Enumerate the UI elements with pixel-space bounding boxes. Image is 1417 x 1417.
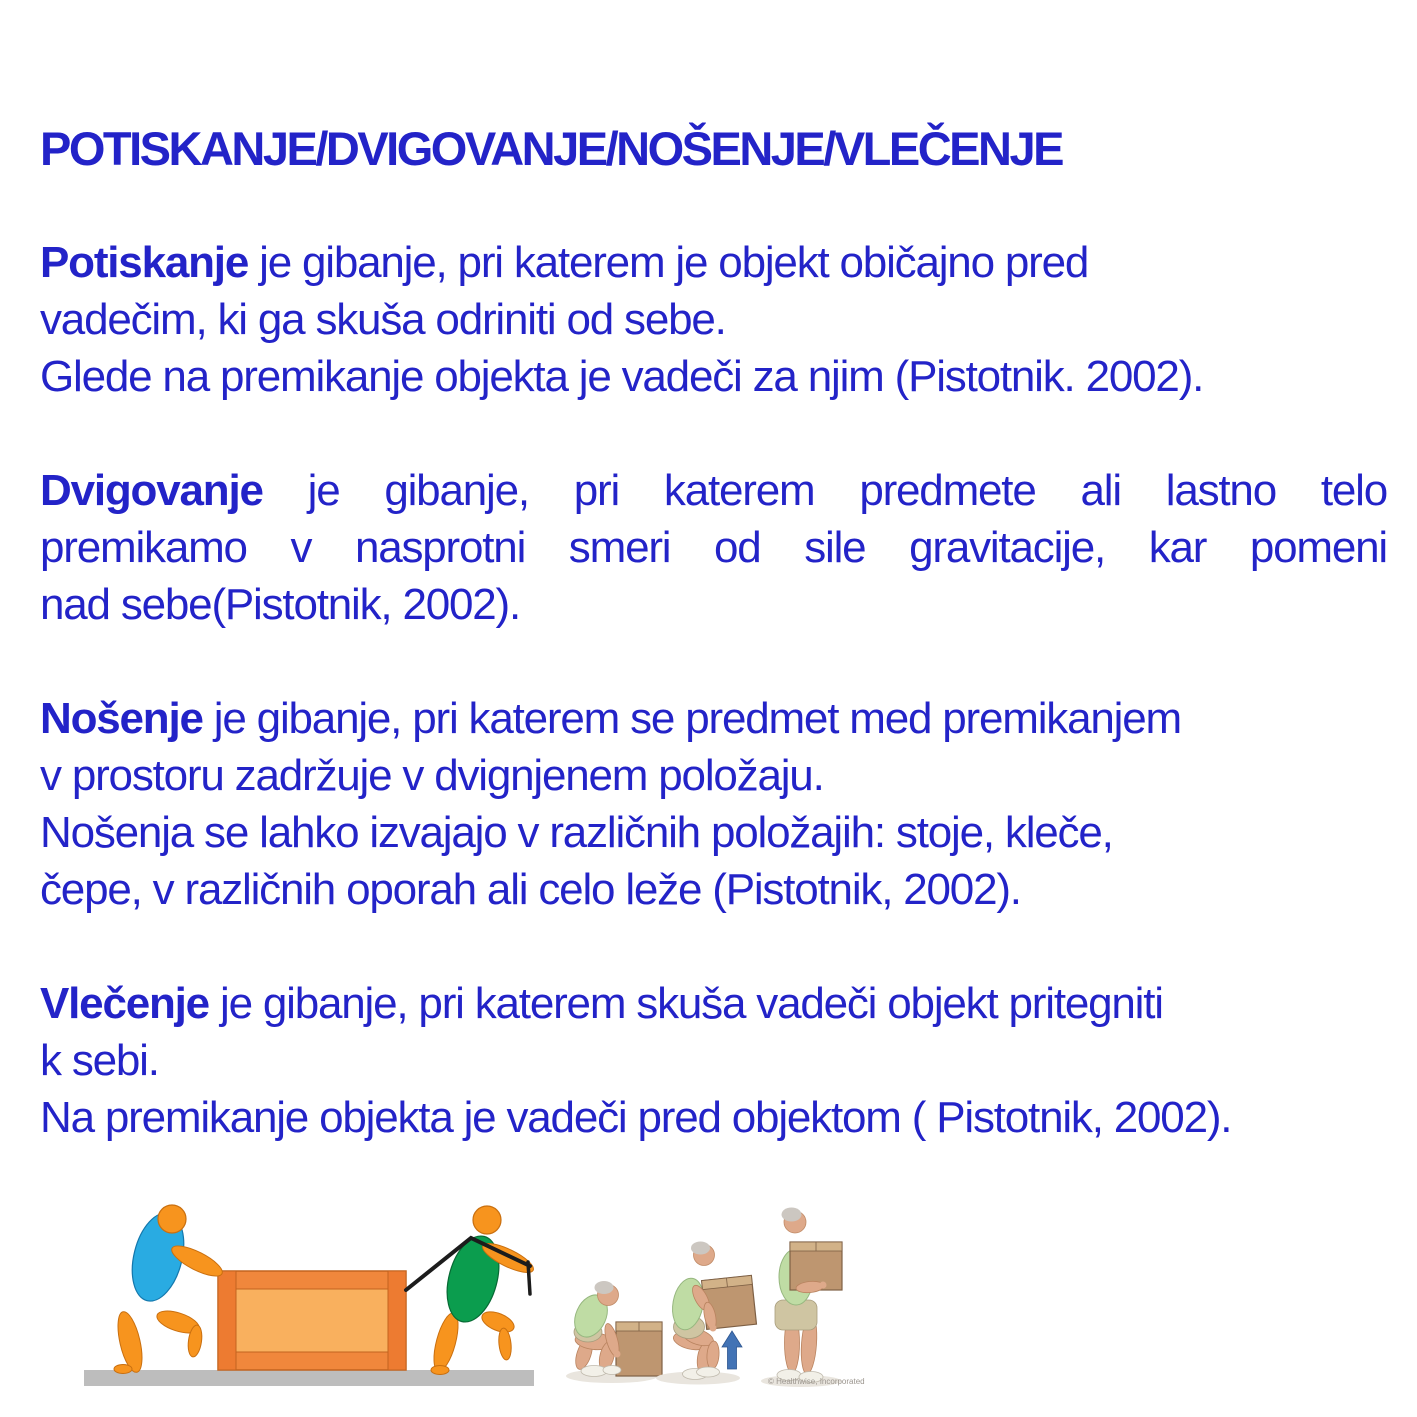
push-pull-illustration: [78, 1194, 538, 1394]
text-run: je gibanje, pri katerem je objekt običajno pred: [248, 238, 1089, 287]
lifting-illustration: [546, 1194, 891, 1414]
puller-figure: [429, 1206, 537, 1375]
ground-strip: [84, 1370, 534, 1386]
pusher-head: [158, 1205, 186, 1233]
text-line: Nošenja se lahko izvajajo v različnih položajih: stoje, kleče,: [40, 808, 1113, 857]
puller-head: [473, 1206, 501, 1234]
term-potiskanje: Potiskanje: [40, 238, 249, 287]
text-line: [40, 462, 1387, 519]
paragraph-nosenje: [40, 690, 1387, 918]
lifting-stage-1: [566, 1281, 662, 1383]
paragraph-dvigovanje: [40, 462, 1387, 633]
text-line: Na premikanje objekta je vadeči pred objektom ( Pistotnik, 2002).: [40, 1093, 1232, 1142]
page-title: POTISKANJE/DVIGOVANJE/NOŠENJE/VLEČENJE: [40, 122, 1062, 175]
text-line: [40, 975, 1387, 1032]
lifting-stage-2: [656, 1242, 756, 1385]
text-line: v prostoru zadržuje v dvignjenem položaju.: [40, 751, 824, 800]
text-line: nad sebe(Pistotnik, 2002).: [40, 580, 520, 629]
term-vlecenje: Vlečenje: [40, 979, 209, 1028]
term-dvigovanje: Dvigovanje: [40, 466, 263, 515]
text-run: je gibanje, pri katerem predmete ali lastno telo: [262, 466, 1387, 515]
cardboard-box: [616, 1322, 662, 1376]
text-line: Glede na premikanje objekta je vadeči za njim (Pistotnik. 2002).: [40, 352, 1204, 401]
paragraph-potiskanje: [40, 234, 1387, 405]
text-line: [40, 234, 1387, 291]
crate: [218, 1271, 406, 1370]
pusher-figure: [113, 1205, 226, 1374]
text-run: je gibanje, pri katerem se predmet med premikanjem: [202, 694, 1181, 743]
up-arrow-icon: [722, 1331, 742, 1369]
illustrations-row: [78, 1194, 1387, 1414]
text-run: je gibanje, pri katerem skuša vadeči objekt pritegniti: [208, 979, 1163, 1028]
paragraph-vlecenje: [40, 975, 1387, 1146]
text-line: [40, 690, 1387, 747]
term-nosenje: Nošenje: [40, 694, 203, 743]
copyright-caption: © Healthwise, Incorporated: [768, 1377, 865, 1386]
text-line: k sebi.: [40, 1036, 159, 1085]
lifting-stage-3: [761, 1208, 842, 1388]
text-line: čepe, v različnih oporah ali celo leže (Pistotnik, 2002).: [40, 865, 1021, 914]
text-line: vadečim, ki ga skuša odriniti od sebe.: [40, 295, 726, 344]
text-line: premikamo v nasprotni smeri od sile gravitacije, kar pomeni: [40, 523, 1387, 572]
